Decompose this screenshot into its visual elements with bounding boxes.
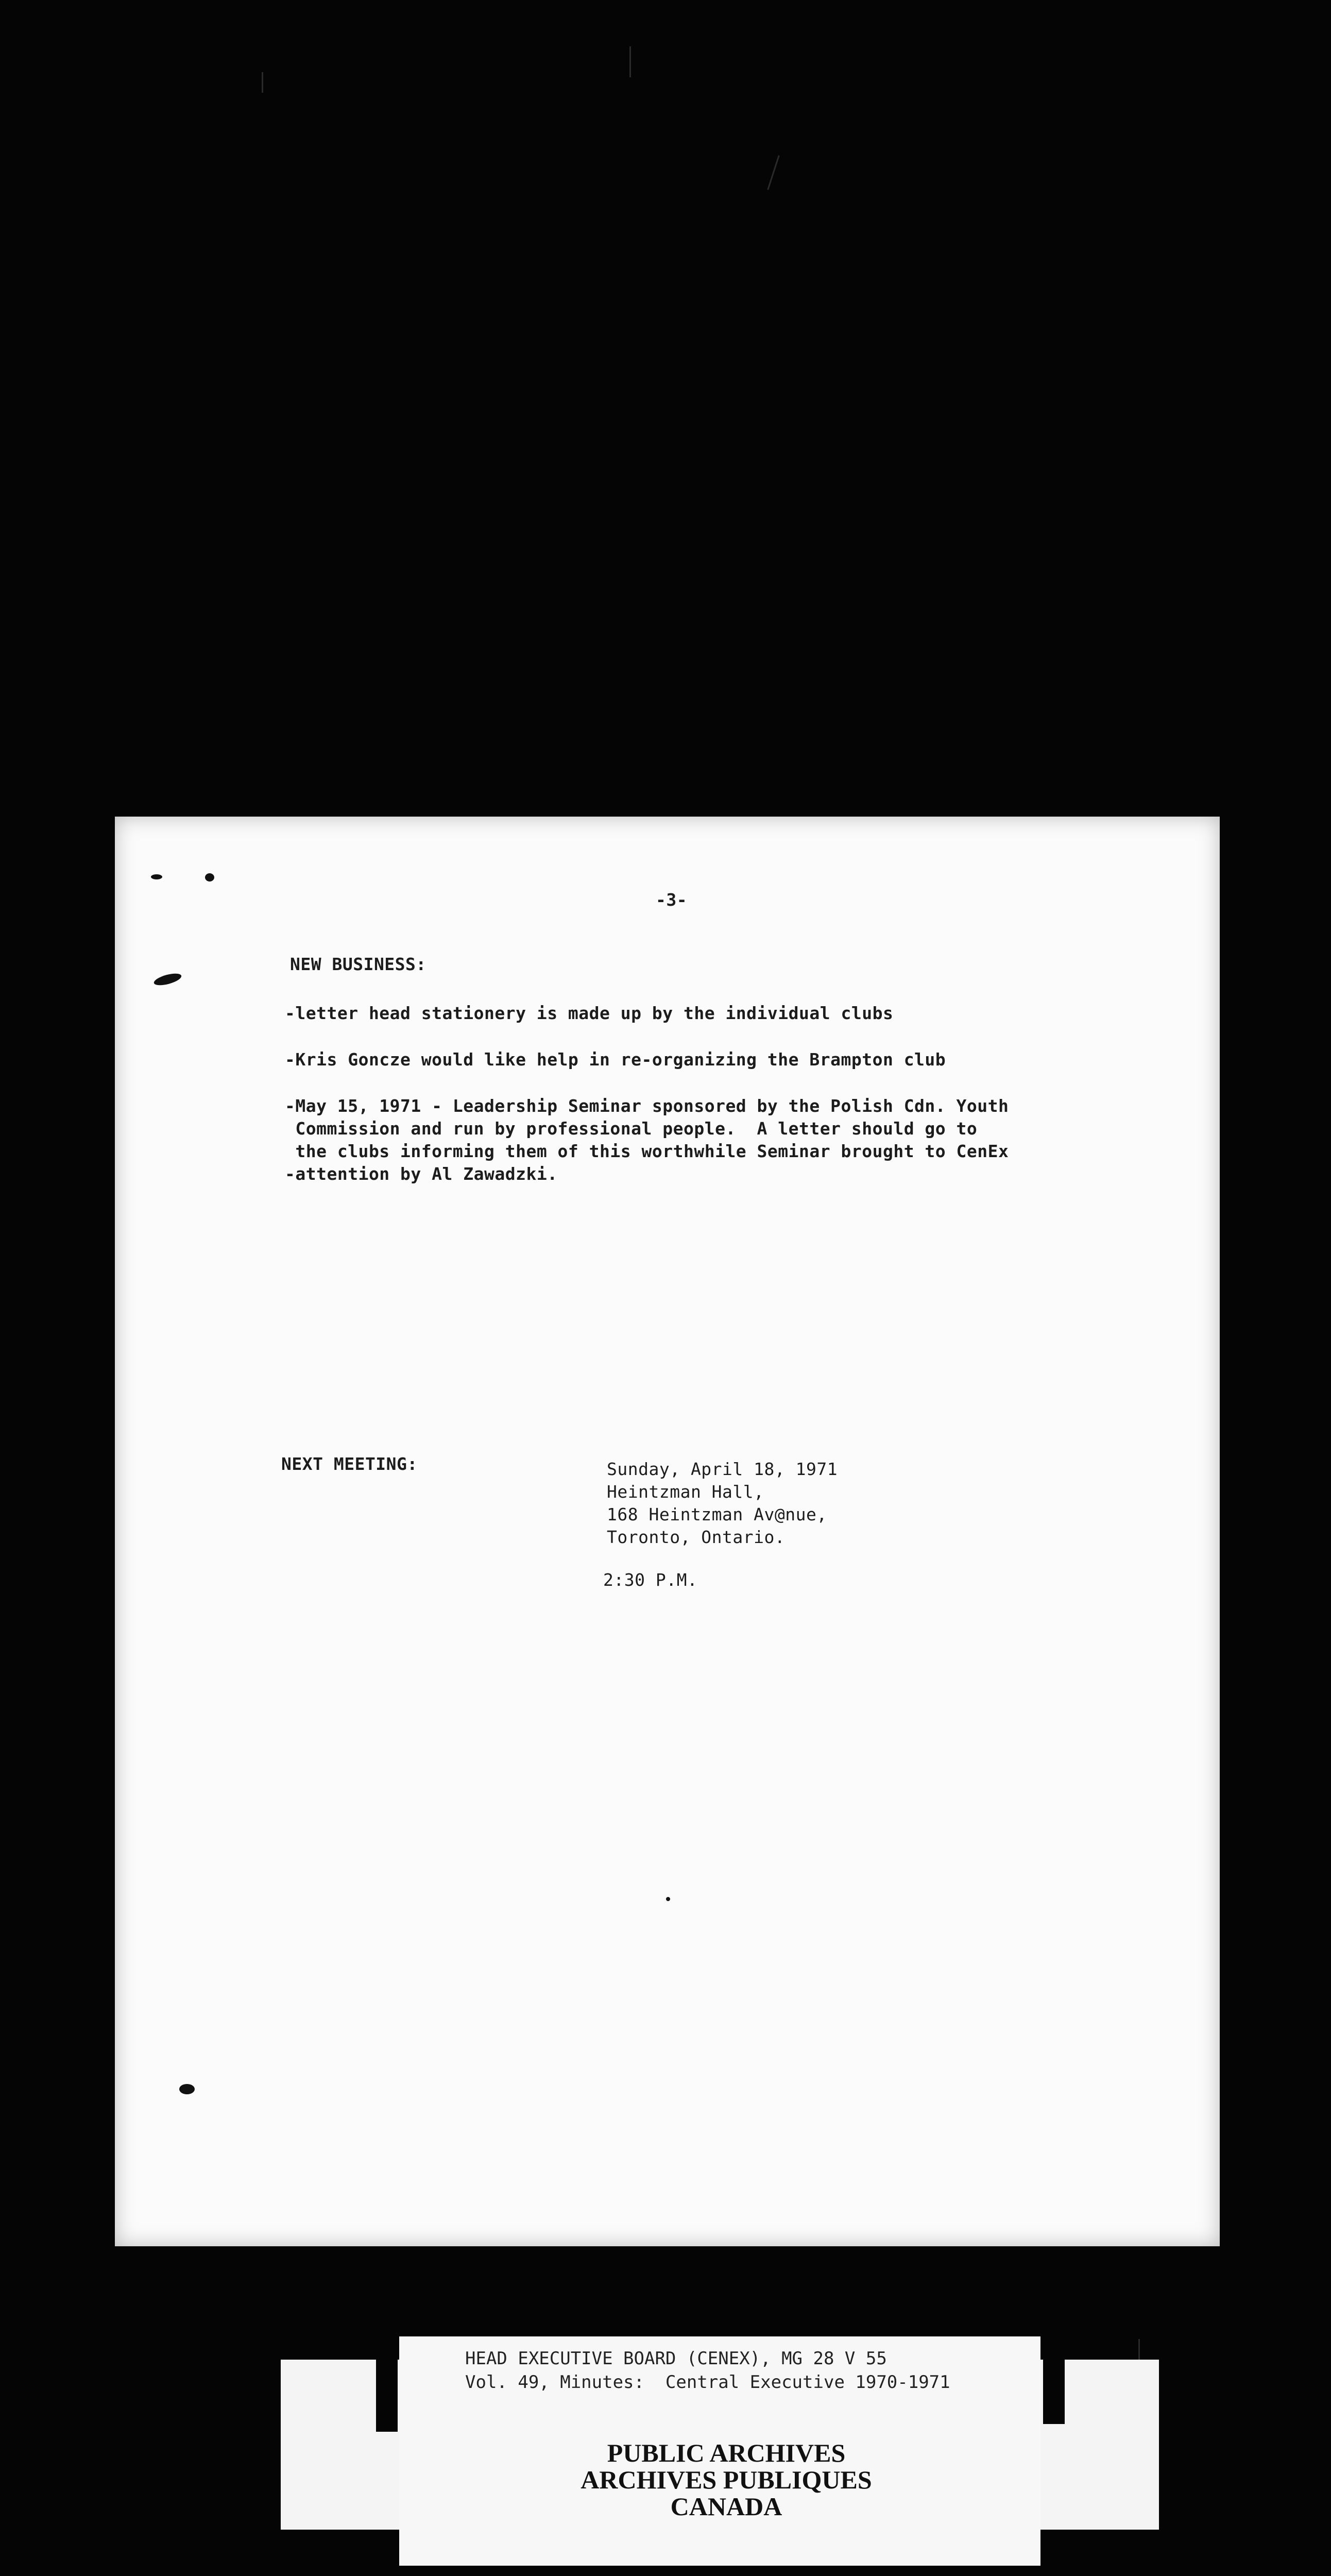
archives-line-english: PUBLIC ARCHIVES <box>607 2438 846 2467</box>
archives-line-french: ARCHIVES PUBLIQUES <box>581 2465 872 2494</box>
business-item: -May 15, 1971 - Leadership Seminar sponsored by the Polish Cdn. Youth Commission and run by professional people. A letter should go to the clubs informing them of this worthwhile Seminar brought to CenEx -attention by Al Zawadzki. <box>285 1096 1009 1184</box>
film-scratch <box>262 72 263 93</box>
archive-reference: HEAD EXECUTIVE BOARD (CENEX), MG 28 V 55 Vol. 49, Minutes: Central Executive 1970-1971 <box>465 2348 950 2393</box>
archives-stamp <box>561 2439 891 2520</box>
document-page <box>115 817 1220 2246</box>
archives-line-country: CANADA <box>670 2492 782 2521</box>
dust-speck <box>179 2084 195 2094</box>
dust-speck <box>205 873 214 882</box>
film-scratch <box>629 46 631 77</box>
business-item: -letter head stationery is made up by the individual clubs <box>285 1003 894 1023</box>
film-scratch <box>767 155 779 190</box>
section-heading: NEW BUSINESS: <box>290 954 426 974</box>
business-item: -Kris Goncze would like help in re-organizing the Brampton club <box>285 1049 946 1070</box>
page-number: -3- <box>656 890 688 910</box>
dust-speck <box>153 971 183 988</box>
next-meeting-time: 2:30 P.M. <box>603 1570 698 1590</box>
next-meeting-details: Sunday, April 18, 1971 Heintzman Hall, 168 Heintzman Av@nue, Toronto, Ontario. <box>607 1459 838 1547</box>
label-notch <box>376 2329 398 2432</box>
label-notch <box>1043 2329 1065 2424</box>
next-meeting-label: NEXT MEETING: <box>281 1454 418 1474</box>
dust-speck <box>151 874 162 879</box>
dust-speck <box>666 1897 670 1901</box>
